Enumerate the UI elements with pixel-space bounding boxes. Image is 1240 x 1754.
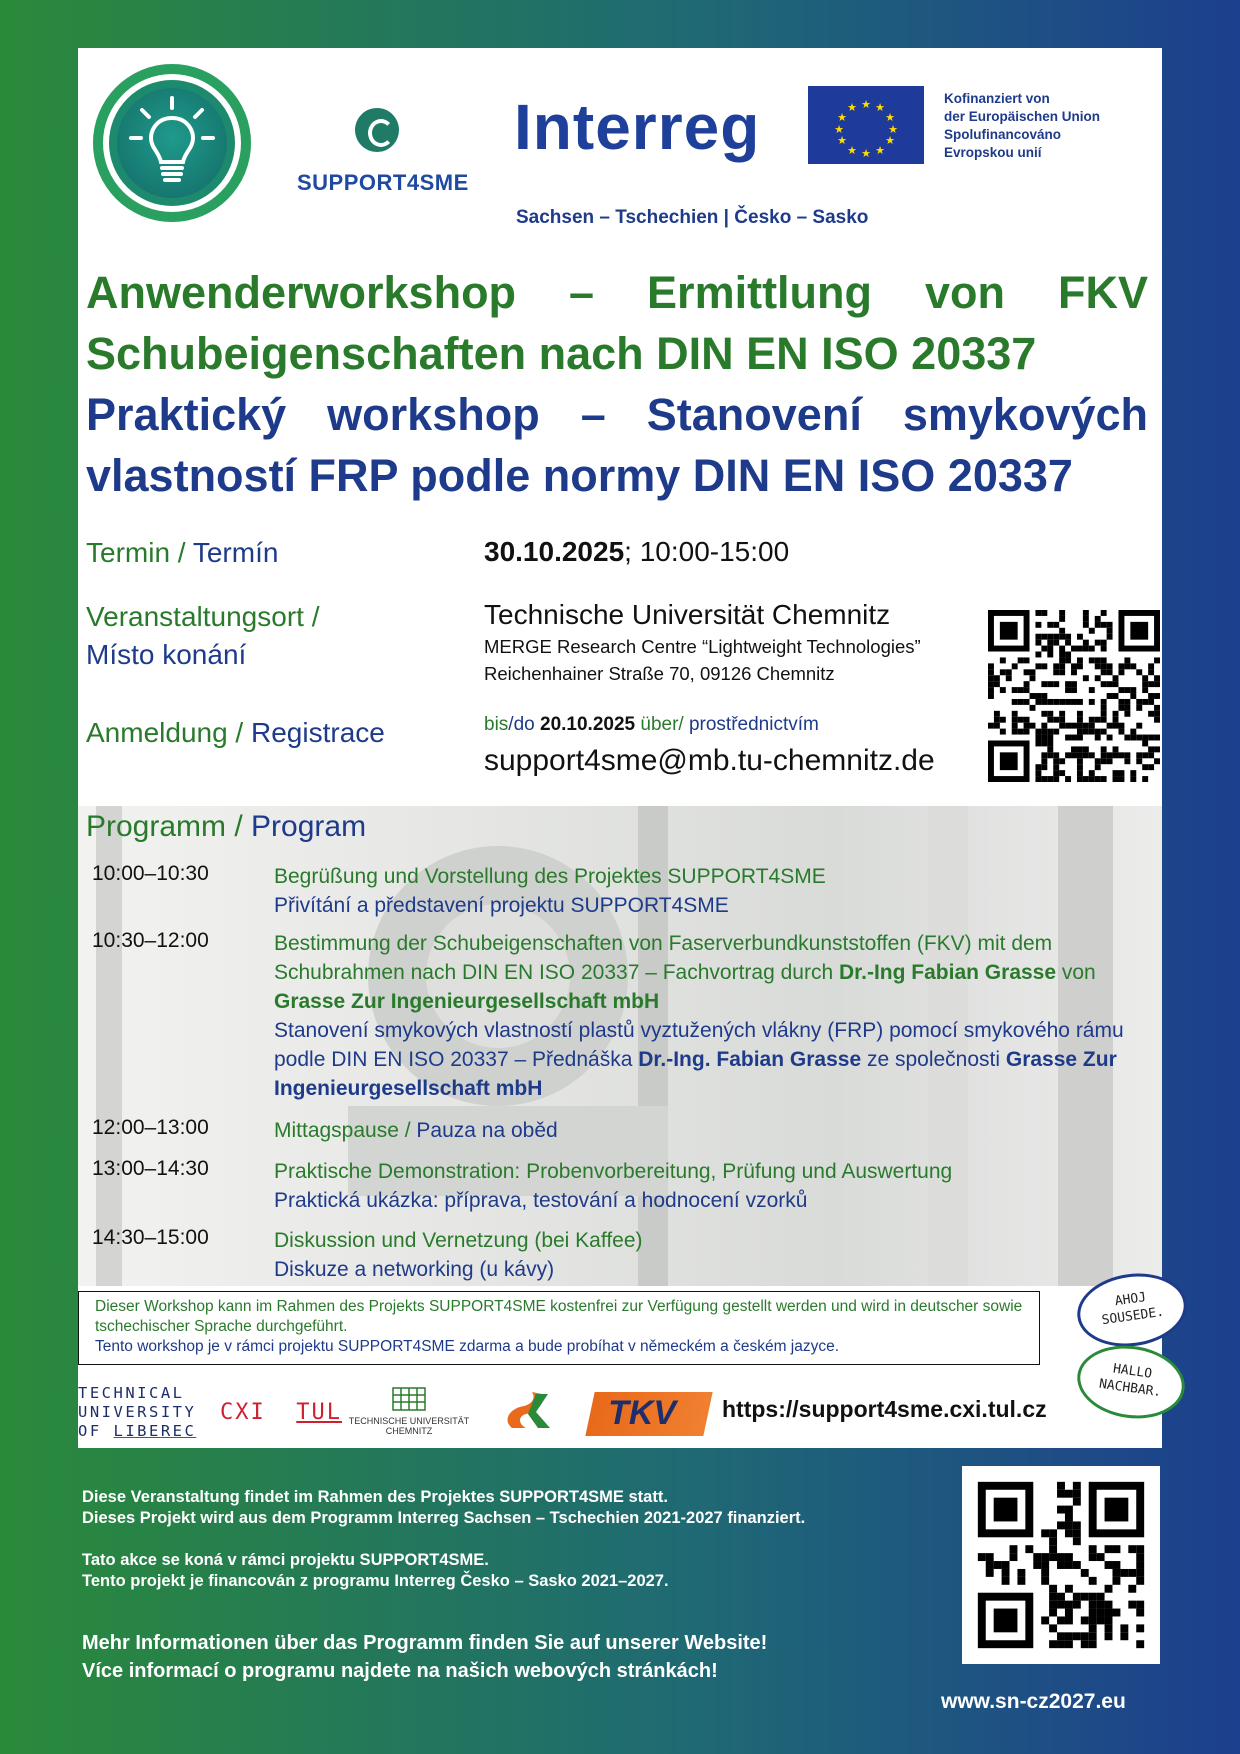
eu-text-line: der Europäischen Union (944, 109, 1101, 124)
program-website-qr-code[interactable] (962, 1466, 1160, 1664)
venue-line: MERGE Research Centre “Lightweight Technologies” (484, 636, 921, 657)
svg-text:★: ★ (885, 111, 895, 124)
desc-cz: Přivítání a představení projektu SUPPORT4SME (274, 894, 729, 917)
title-de-line1: Anwenderworkshop – Ermittlung von FKV (86, 267, 1148, 318)
company-name: Grasse Zur Ingenieurgesellschaft mbH (274, 990, 660, 1013)
note-de: Dieser Workshop kann im Rahmen des Projekts SUPPORT4SME kostenfrei zur Verfügung gestellt werden und wird in deutscher sowie tschechischer Sprache durchgeführt. (95, 1298, 1023, 1335)
venue-name: Technische Universität Chemnitz (484, 599, 891, 630)
desc-cz (274, 1016, 1154, 1103)
company-name: Grasse Zur Ingenieurgesellschaft mbH (274, 1048, 1117, 1100)
tkv-logo (585, 1392, 712, 1436)
logo-line: CHEMNITZ (385, 1426, 433, 1436)
support4sme-logo-text: SUPPORT4SME (297, 170, 469, 195)
desc-cz: Praktická ukázka: příprava, testování a hodnocení vzorků (274, 1189, 808, 1212)
program-desc (274, 1157, 1154, 1215)
date-value: 30.10.2025 (484, 536, 625, 567)
event-date (484, 536, 789, 568)
tu-chemnitz-logo (346, 1386, 472, 1436)
label-cz: Registrace (243, 717, 385, 748)
svg-text:★: ★ (888, 123, 898, 136)
venue-address: Reichenhainer Straße 70, 09126 Chemnitz (484, 663, 835, 684)
title-cz: Program (242, 810, 367, 843)
interreg-logo: Interreg (514, 91, 761, 163)
program-desc (274, 1226, 1154, 1284)
label-de: Veranstaltungsort / (86, 601, 320, 632)
reg-text: über/ (635, 714, 684, 735)
eu-cofinancing-text (944, 90, 1100, 162)
title-cz-line2: vlastností FRP podle normy DIN EN ISO 20337 (86, 450, 1073, 501)
program-title (86, 810, 366, 844)
label-cz: Místo konání (86, 639, 247, 670)
footer-line: Mehr Informationen über das Programm finden Sie auf unserer Website! (82, 1632, 768, 1654)
logo-line: TECHNICAL (78, 1384, 185, 1402)
svg-text:★: ★ (861, 98, 871, 111)
svg-text:★: ★ (837, 111, 847, 124)
eu-text-line: Spolufinancováno (944, 127, 1062, 142)
svg-text:★: ★ (875, 144, 885, 157)
tu-liberec-logo (78, 1384, 196, 1441)
speaker-name: Dr.-Ing Fabian Grasse (838, 961, 1057, 984)
talk-text: Bestimmung der Schubeigenschaften von Faserverbundkunststoffen (FKV) mit dem Schubrahmen nach DIN EN ISO 20337 – Fachvortrag durch (274, 932, 1053, 984)
cxi-tul-logo (220, 1400, 342, 1425)
project-website-link[interactable]: https://support4sme.cxi.tul.cz (722, 1396, 1047, 1422)
footer-line: Tento projekt je financován z programu Interreg Česko – Sasko 2021–2027. (82, 1572, 669, 1590)
eu-text-line: Evropskou unií (944, 145, 1042, 160)
venue-info (484, 599, 921, 687)
logo-word: OF (78, 1422, 114, 1440)
label-de: Anmeldung / (86, 717, 244, 748)
footer-line: Diese Veranstaltung findet im Rahmen des Projektes SUPPORT4SME statt. (82, 1488, 668, 1506)
title-de-line2: Schubeigenschaften nach DIN EN ISO 20337 (86, 328, 1037, 379)
footer-line: Více informací o programu najdete na našich webových stránkách! (82, 1660, 718, 1682)
program-desc (274, 1116, 1154, 1145)
talk-text: von (1056, 961, 1096, 984)
program-desc (274, 862, 1154, 920)
title-de: Programm / (86, 810, 243, 843)
footer-line: Tato akce se koná v rámci projektu SUPPORT4SME. (82, 1551, 489, 1569)
desc-de: Diskussion und Vernetzung (bei Kaffee) (274, 1229, 643, 1252)
logo-word: TKV (608, 1394, 677, 1432)
talk-text: Stanovení smykových vlastností plastů vyztužených vlákny (FRP) pomocí smykového rámu podle DIN EN ISO 20337 – Přednáška (274, 1019, 1124, 1071)
eu-flag-icon (808, 86, 924, 164)
program-time: 13:00–14:30 (92, 1157, 209, 1180)
registration-qr-code[interactable] (988, 610, 1160, 782)
talk-text: ze společnosti (861, 1048, 1006, 1071)
program-time: 10:30–12:00 (92, 929, 209, 952)
svg-text:★: ★ (847, 144, 857, 157)
svg-text:★: ★ (875, 101, 885, 114)
svg-text:★: ★ (885, 134, 895, 147)
tu-chemnitz-emblem-icon (389, 1386, 429, 1414)
footer-line: Dieses Projekt wird aus dem Programm Interreg Sachsen – Tschechien 2021-2027 finanziert. (82, 1509, 806, 1527)
logo-word: LIBEREC (113, 1422, 197, 1440)
svg-text:★: ★ (837, 134, 847, 147)
logo-line (78, 1422, 196, 1441)
label-cz: Termín (185, 537, 279, 568)
time-value: ; 10:00-15:00 (624, 536, 790, 567)
program-time: 12:00–13:00 (92, 1116, 209, 1139)
reg-text: bis (484, 714, 509, 735)
program-region: Sachsen – Tschechien | Česko – Sasko (516, 207, 869, 228)
registration-deadline (484, 714, 819, 736)
bubble-text: HALLO NACHBAR. (1098, 1361, 1163, 1401)
eu-text-line: Kofinanziert von (944, 91, 1050, 106)
desc-de (274, 929, 1154, 1016)
speaker-name: Dr.-Ing. Fabian Grasse (638, 1048, 862, 1071)
footer-funding-text (82, 1487, 805, 1592)
reg-text: prostřednictvím (683, 714, 819, 735)
info-note-box (78, 1291, 1040, 1365)
logo-line: UNIVERSITY (78, 1403, 197, 1421)
desc-de: Begrüßung und Vorstellung des Projektes SUPPORT4SME (274, 865, 826, 888)
svg-text:★: ★ (834, 123, 844, 136)
svg-text:★: ★ (861, 147, 871, 160)
logo-word: TUL (296, 1400, 342, 1425)
bubble-text: AHOJ SOUSEDE. (1100, 1289, 1165, 1329)
termin-label (86, 534, 278, 572)
note-cz: Tento workshop je v rámci projektu SUPPORT4SME zdarma a bude probíhat v německém a českém jazyce. (95, 1338, 840, 1355)
lightbulb-logo-icon (93, 64, 251, 222)
program-time: 14:30–15:00 (92, 1226, 209, 1249)
program-desc (274, 929, 1154, 1103)
support4sme-logo-icon (355, 108, 399, 152)
desc-cz: Diskuze a networking (u kávy) (274, 1258, 555, 1281)
footer-more-info (82, 1629, 767, 1685)
venue-label (86, 598, 319, 674)
desc-de: Praktische Demonstration: Probenvorbereitung, Prüfung und Auswertung (274, 1160, 953, 1183)
logo-word: CXI (220, 1400, 266, 1425)
program-website-link[interactable]: www.sn-cz2027.eu (941, 1690, 1126, 1713)
reg-text: /do (508, 714, 540, 735)
svg-text:★: ★ (847, 101, 857, 114)
desc-de: Mittagspause / (274, 1119, 411, 1142)
page-title (86, 262, 1148, 506)
logo-line: TECHNISCHE UNIVERSITÄT (348, 1416, 470, 1426)
registration-email[interactable]: support4sme@mb.tu-chemnitz.de (484, 744, 935, 777)
reg-date: 20.10.2025 (540, 714, 636, 735)
program-time: 10:00–10:30 (92, 862, 209, 885)
sk-logo-icon (492, 1384, 568, 1440)
desc-cz: Pauza na oběd (410, 1119, 558, 1142)
registration-label (86, 714, 385, 752)
label-de: Termin / (86, 537, 186, 568)
title-cz-line1: Praktický workshop – Stanovení smykových (86, 389, 1148, 440)
